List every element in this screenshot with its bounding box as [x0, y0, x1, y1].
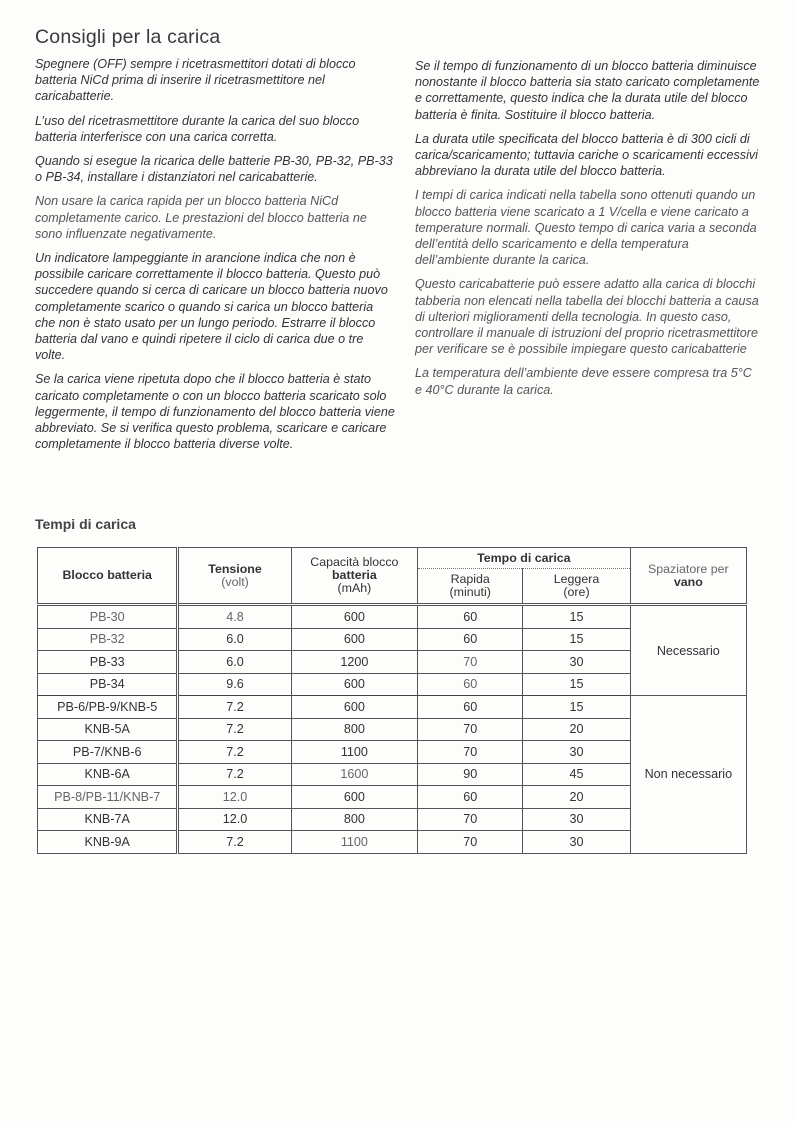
cell-capacita: 600	[291, 673, 417, 696]
cell-rapida: 60	[418, 673, 523, 696]
cell-leggera: 20	[523, 718, 630, 741]
paragraph: Un indicatore lampeggiante in arancione indica che non è possibile caricare correttamente il blocco batteria. Questo può succedere quando si cerca di caricare un blocco batteria nuovo completamente scarico o quando si carica un blocco batteria che non è stato usato per un lungo periodo. Estrarre il blocco batteria dal vano e quindi ripetere il ciclo di carica due o tre volte.	[35, 251, 388, 363]
cell-blocco: PB-7/KNB-6	[38, 741, 178, 764]
cell-rapida: 90	[418, 763, 523, 786]
header-tempo: Tempo di carica	[418, 548, 631, 569]
paragraph: L’uso del ricetrasmettitore durante la carica del suo blocco batteria interferisce con una carica corretta.	[35, 113, 360, 144]
cell-rapida: 70	[418, 741, 523, 764]
cell-capacita: 1200	[291, 651, 417, 674]
cell-blocco: KNB-9A	[38, 831, 178, 854]
cell-leggera: 15	[523, 605, 630, 629]
cell-tensione: 9.6	[178, 673, 291, 696]
paragraph: Non usare la carica rapida per un blocco batteria NiCd completamente carico. Le prestazioni del blocco batteria ne sono influenzate negativamente.	[35, 194, 367, 241]
cell-tensione: 7.2	[178, 718, 291, 741]
cell-tensione: 7.2	[178, 763, 291, 786]
cell-capacita: 600	[291, 605, 417, 629]
cell-blocco: PB-6/PB-9/KNB-5	[38, 696, 178, 719]
cell-leggera: 30	[523, 808, 630, 831]
cell-rapida: 70	[418, 808, 523, 831]
cell-blocco: KNB-6A	[38, 763, 178, 786]
cell-blocco: KNB-5A	[38, 718, 178, 741]
cell-capacita: 600	[291, 696, 417, 719]
table-header	[38, 548, 747, 605]
left-column	[35, 56, 395, 460]
header-spaziatore: Spaziatore per vano	[630, 548, 746, 605]
paragraph: Se il tempo di funzionamento di un blocco batteria diminuisce nonostante il blocco batteria sia stato caricato completamente e correttamente, questo indica che la durata utile del blocco batteria è finita. Sostituire il blocco batteria.	[415, 59, 760, 122]
paragraph: I tempi di carica indicati nella tabella sono ottenuti quando un blocco batteria viene scaricato a 1 V/cella e viene caricato a temperature normali. Questo tempo di carica varia a seconda dell’entità dello scaricamento e della temperatura dell’ambiente durante la carica.	[415, 188, 757, 268]
cell-rapida: 70	[418, 831, 523, 854]
cell-rapida: 70	[418, 651, 523, 674]
cell-leggera: 15	[523, 673, 630, 696]
header-tensione: Tensione (volt)	[178, 548, 291, 605]
header-leggera: Leggera (ore)	[523, 569, 630, 605]
cell-rapida: 60	[418, 696, 523, 719]
cell-capacita: 800	[291, 808, 417, 831]
cell-blocco: PB-30	[38, 605, 178, 629]
cell-spaziatore: Necessario	[630, 605, 746, 696]
cell-capacita: 1100	[291, 831, 417, 854]
cell-blocco: PB-34	[38, 673, 178, 696]
cell-leggera: 15	[523, 628, 630, 651]
paragraph: Se la carica viene ripetuta dopo che il blocco batteria è stato caricato completamente o con un blocco batteria scaricato solo leggermente, il tempo di funzionamento del blocco batteria viene abbreviato. Se si verifica questo problema, scaricare e caricare completamente il blocco batteria diverse volte.	[35, 372, 395, 452]
page-title: Consigli per la carica	[35, 26, 221, 48]
cell-capacita: 1600	[291, 763, 417, 786]
cell-leggera: 15	[523, 696, 630, 719]
cell-blocco: KNB-7A	[38, 808, 178, 831]
paragraph: La durata utile specificata del blocco batteria è di 300 cicli di carica/scaricamento; tuttavia cariche o scaricamenti eccessivi abbreviano la durata utile del blocco batteria.	[415, 131, 758, 179]
header-rapida: Rapida (minuti)	[418, 569, 523, 605]
cell-leggera: 30	[523, 741, 630, 764]
header-blocco: Blocco batteria	[38, 548, 178, 605]
cell-blocco: PB-8/PB-11/KNB-7	[38, 786, 178, 809]
paragraph: Spegnere (OFF) sempre i ricetrasmettitori dotati di blocco batteria NiCd prima di inserire il ricetrasmettitore nel caricabatterie.	[35, 57, 356, 104]
cell-spaziatore: Non necessario	[630, 696, 746, 854]
cell-rapida: 70	[418, 718, 523, 741]
cell-blocco: PB-32	[38, 628, 178, 651]
paragraph: La temperatura dell’ambiente deve essere compresa tra 5°C e 40°C durante la carica.	[415, 366, 752, 397]
header-capacita: Capacità blocco batteria (mAh)	[291, 548, 417, 605]
cell-capacita: 600	[291, 628, 417, 651]
cell-tensione: 12.0	[178, 808, 291, 831]
cell-rapida: 60	[418, 628, 523, 651]
right-column	[415, 58, 760, 406]
paragraph: Questo caricabatterie può essere adatto alla carica di blocchi tabberia non elencati nella tabella dei blocchi batteria a causa di ulteriori miglioramenti della tecnologia. In questo caso, controllare il manuale di istruzioni del proprio ricetrasmettitore per verificare se è possibile impiegare questo caricabatterie	[415, 277, 759, 357]
cell-capacita: 600	[291, 786, 417, 809]
cell-leggera: 45	[523, 763, 630, 786]
cell-tensione: 6.0	[178, 651, 291, 674]
cell-rapida: 60	[418, 605, 523, 629]
cell-tensione: 7.2	[178, 741, 291, 764]
paragraph: Quando si esegue la ricarica delle batterie PB-30, PB-32, PB-33 o PB-34, installare i distanziatori nel caricabatterie.	[35, 154, 393, 185]
cell-tensione: 4.8	[178, 605, 291, 629]
cell-tensione: 12.0	[178, 786, 291, 809]
table-row	[38, 605, 747, 629]
cell-capacita: 1100	[291, 741, 417, 764]
cell-tensione: 7.2	[178, 831, 291, 854]
cell-leggera: 30	[523, 651, 630, 674]
cell-tensione: 6.0	[178, 628, 291, 651]
cell-tensione: 7.2	[178, 696, 291, 719]
cell-rapida: 60	[418, 786, 523, 809]
cell-leggera: 30	[523, 831, 630, 854]
cell-leggera: 20	[523, 786, 630, 809]
table-caption: Tempi di carica	[35, 516, 136, 532]
charge-times-table	[37, 547, 747, 854]
cell-blocco: PB-33	[38, 651, 178, 674]
cell-capacita: 800	[291, 718, 417, 741]
table-row	[38, 696, 747, 719]
